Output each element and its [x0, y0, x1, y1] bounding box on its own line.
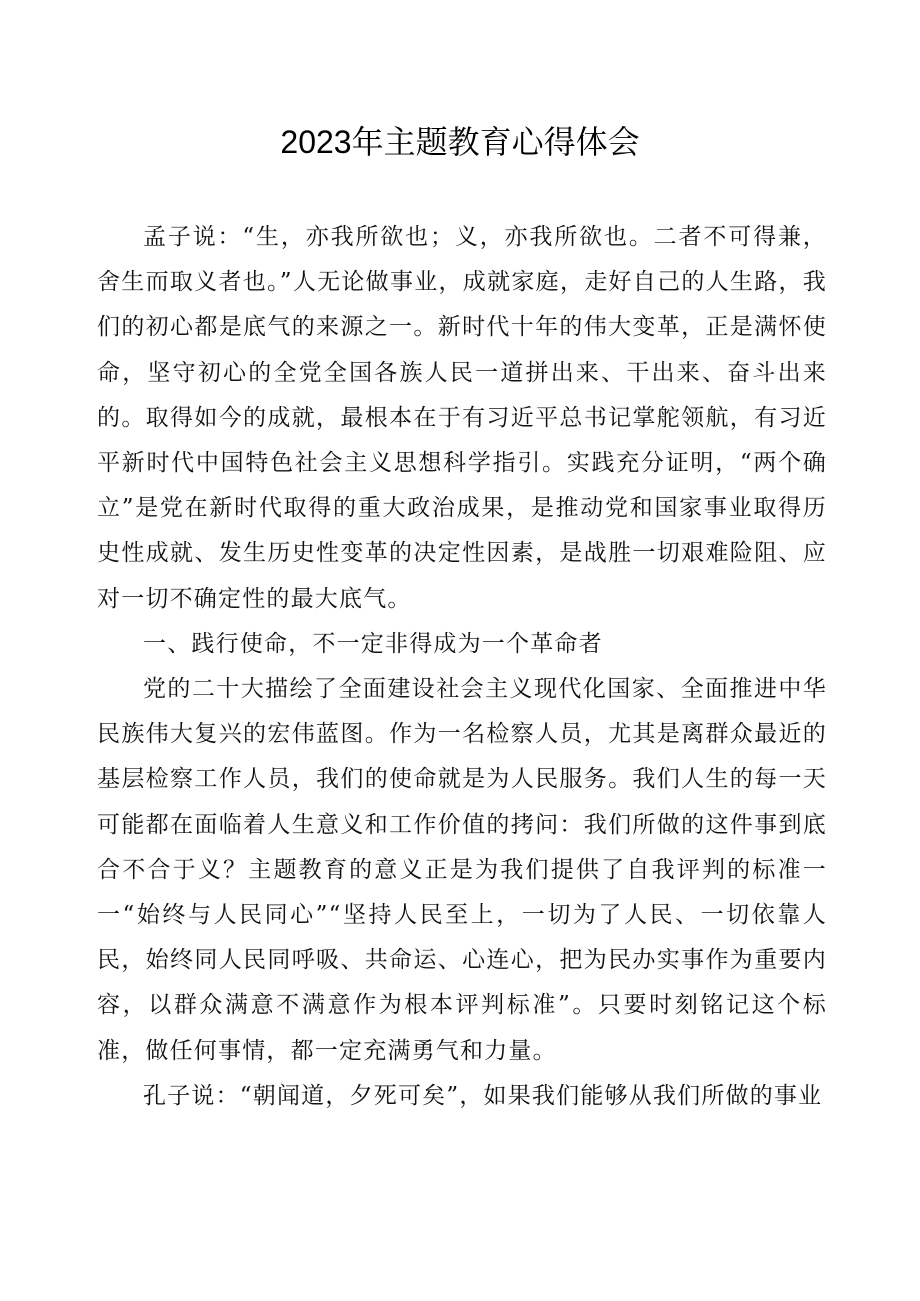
paragraph-confucius: 孔子说：“朝闻道，夕死可矣”，如果我们能够从我们所做的事业	[143, 1082, 823, 1109]
paragraph-mission: 党的二十大描绘了全面建设社会主义现代化国家、全面推进中华民族伟大复兴的宏伟蓝图。作为一名检察人员，尤其是离群众最近的基层检察工作人员，我们的使命就是为人民服务。我们人生的每一天可能都在面临着人生意义和工作价值的拷问：我们所做的这件事到底合不合于义？主题教育的意义正是为我们提供了自我评判的标准一一“始终与人民同心”“坚持人民至上，一切为了人民、一切依靠人民，始终同人民同呼吸、共命运、心连心，把为民办实事作为重要内容，以群众满意不满意作为根本评判标准”。只要时刻铭记这个标准，做任何事情，都一定充满勇气和力量。	[97, 676, 827, 1064]
paragraph-intro: 孟子说：“生，亦我所欲也；义，亦我所欲也。二者不可得兼，舍生而取义者也。”人无论做事业，成就家庭，走好自己的人生路，我们的初心都是底气的来源之一。新时代十年的伟大变革，正是满怀使命，坚守初心的全党全国各族人民一道拼出来、干出来、奋斗出来的。取得如今的成就，最根本在于有习近平总书记掌舵领航，有习近平新时代中国特色社会主义思想科学指引。实践充分证明，“两个确立”是党在新时代取得的重大政治成果，是推动党和国家事业取得历史性成就、发生历史性变革的决定性因素，是战胜一切艰难险阻、应对一切不确定性的最大底气。	[97, 224, 827, 612]
document-body	[97, 215, 827, 1119]
section-heading-1: 一、践行使命，不一定非得成为一个革命者	[143, 630, 603, 657]
document-title: 2023年主题教育心得体会	[280, 124, 640, 160]
